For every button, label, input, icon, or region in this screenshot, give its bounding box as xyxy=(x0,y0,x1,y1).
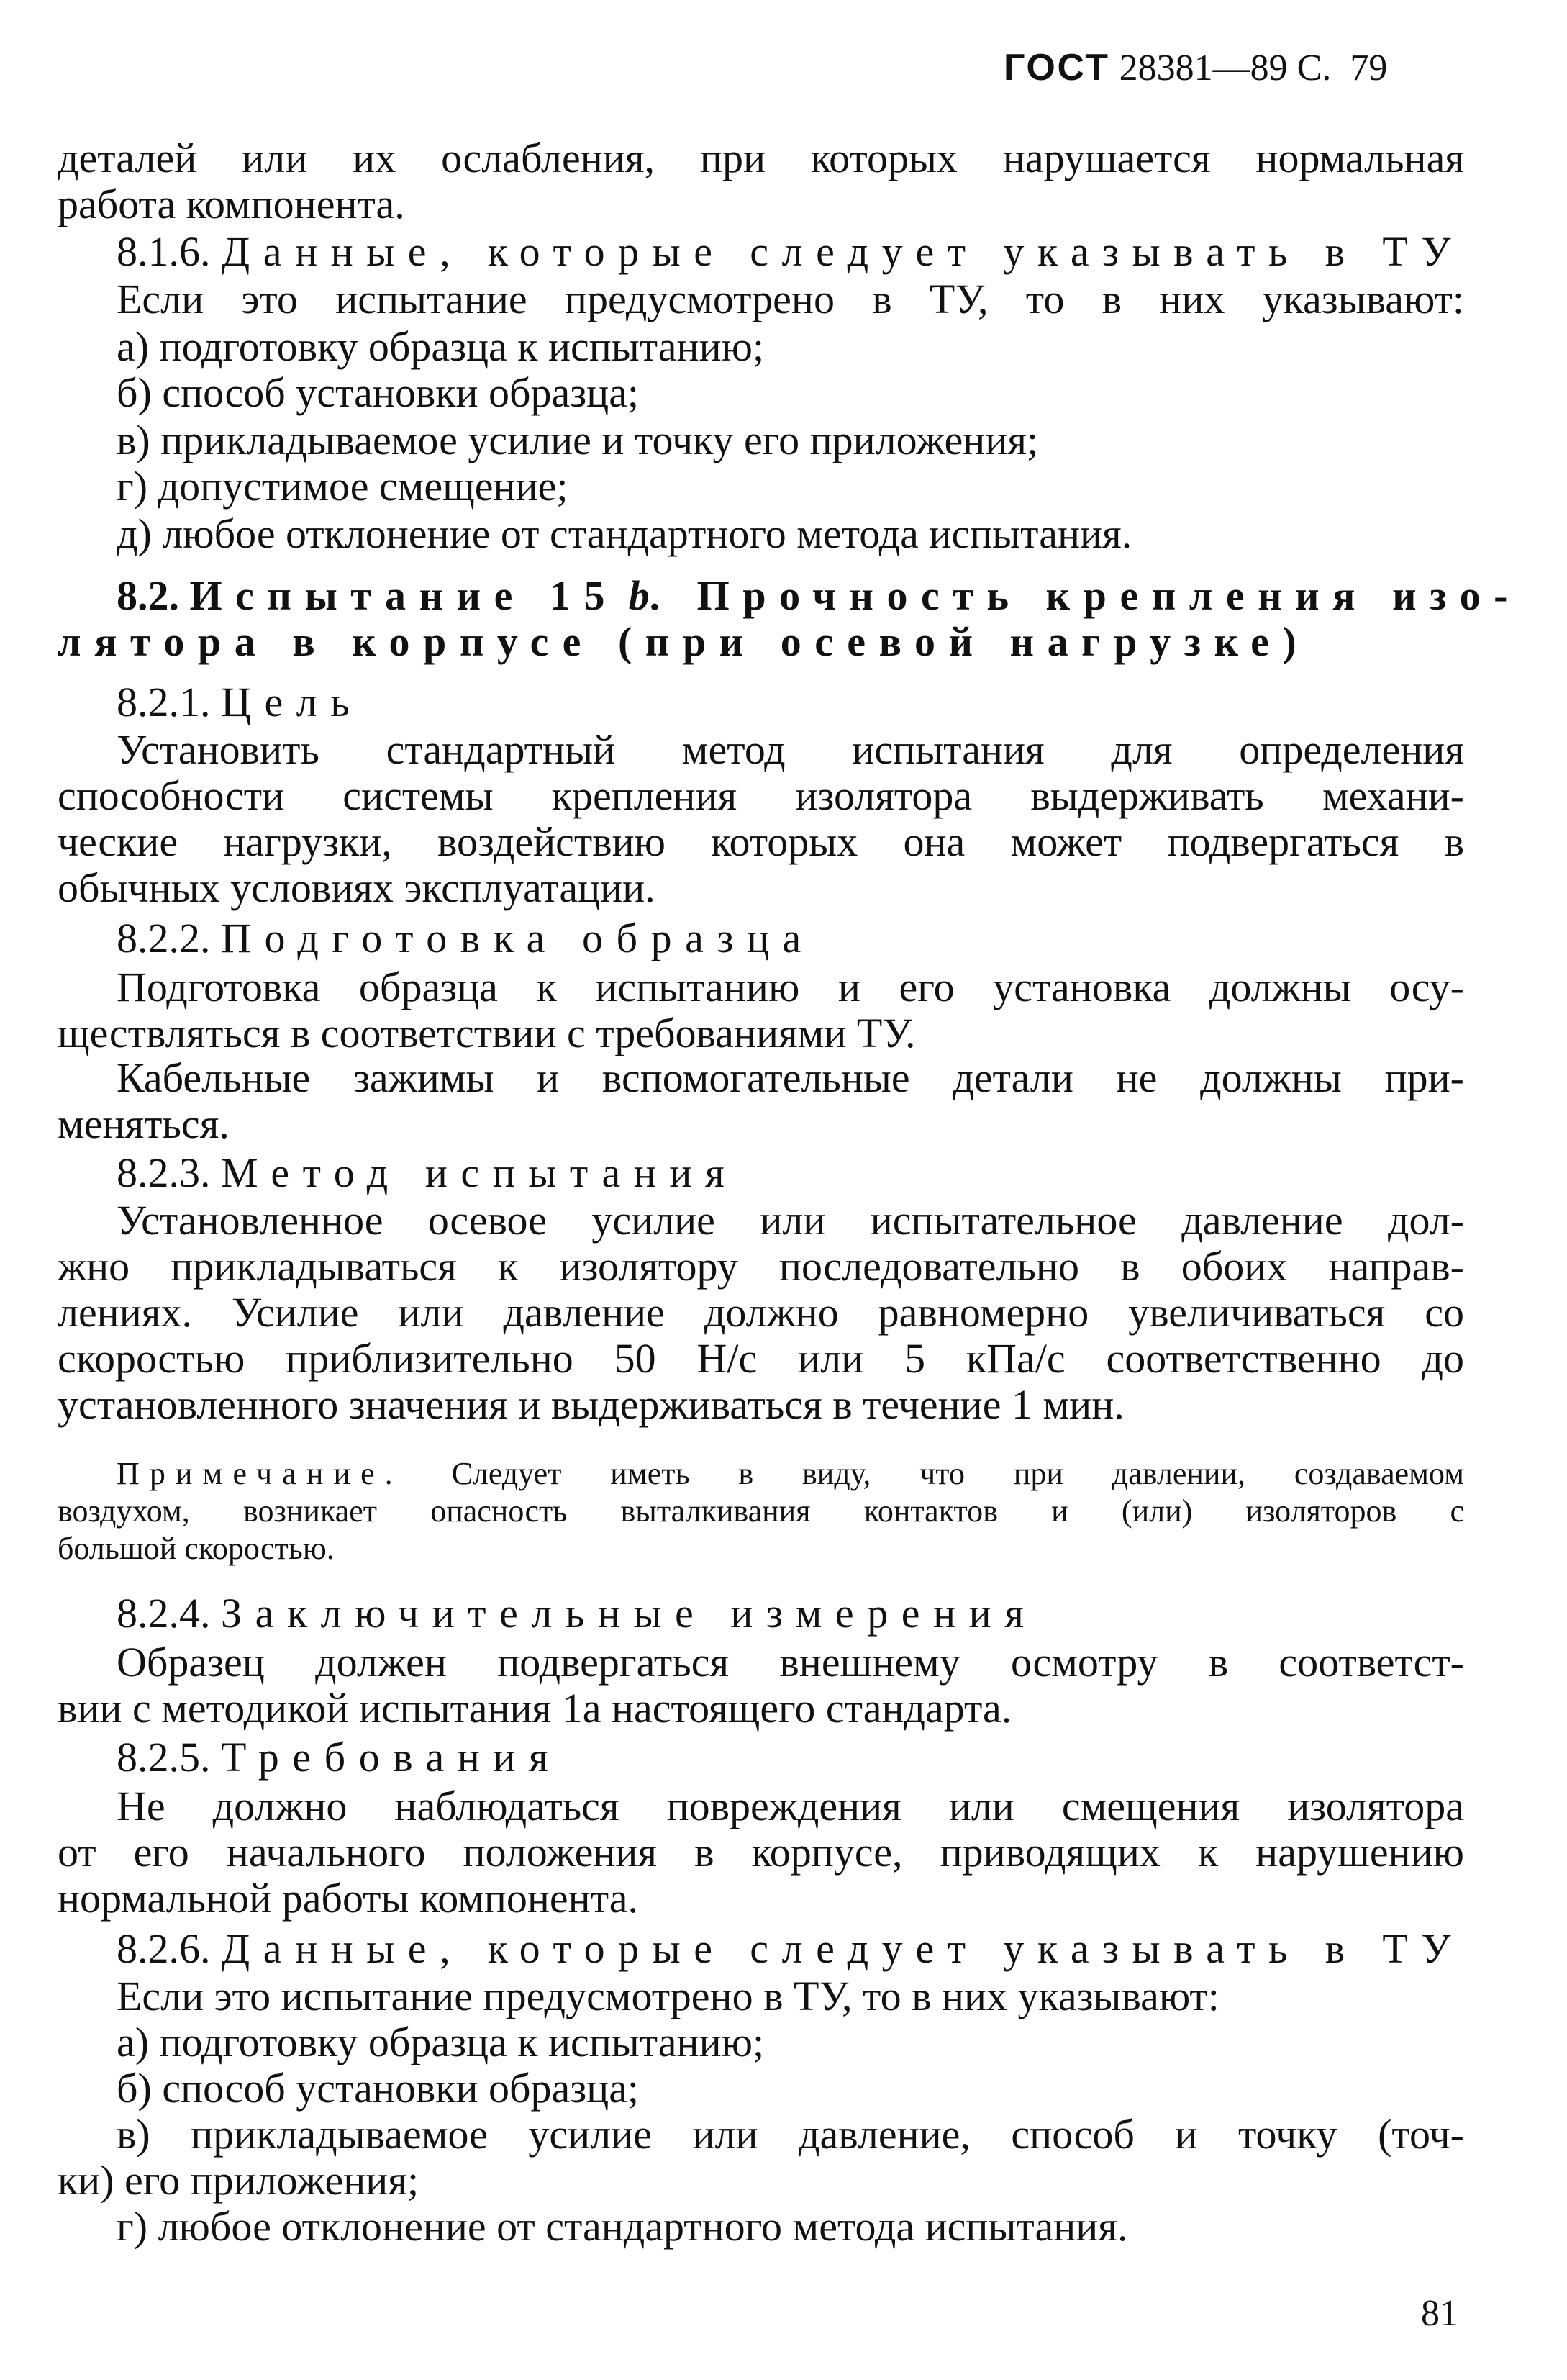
text-line: Кабельные зажимы и вспомогательные детали не должны при- xyxy=(117,1054,1464,1101)
section-heading-8-2-3: 8.2.3. Метод испытания xyxy=(117,1149,738,1196)
text-line: лениях. Усилие или давление должно равномерно увеличиваться со xyxy=(58,1289,1464,1336)
text-line: скоростью приблизительно 50 Н/с или 5 кПа/с соответственно до xyxy=(58,1335,1464,1382)
text-line: ческие нагрузки, воздействию которых она может подвергаться в xyxy=(58,818,1464,865)
note-line: воздухом, возникает опасность выталкивания контактов и (или) изоляторов с xyxy=(58,1493,1464,1529)
header-number: 28381—89 С. xyxy=(1119,47,1332,89)
section-heading-8-2: 8.2. Испытание 15 b. Прочность крепления изо- xyxy=(117,572,1522,619)
text-line: Подготовка образца к испытанию и его установка должны осу- xyxy=(117,964,1464,1010)
section-heading-8-2-2: 8.2.2. Подготовка образца xyxy=(117,915,814,961)
section-heading-8-2-4: 8.2.4. Заключительные измерения xyxy=(117,1590,1037,1637)
list-item: г) допустимое смещение; xyxy=(117,463,568,510)
list-item: б) способ установки образца; xyxy=(117,369,640,416)
text-line: Образец должен подвергаться внешнему осмотру в соответст- xyxy=(117,1639,1464,1686)
text-line: Если это испытание предусмотрено в ТУ, то в них указывают: xyxy=(117,1973,1219,2019)
text-line: вии с методикой испытания 1а настоящего стандарта. xyxy=(58,1685,1012,1732)
list-item: б) способ установки образца; xyxy=(117,2065,640,2112)
text-line: ществляться в соответствии с требованиями ТУ. xyxy=(58,1010,916,1056)
list-item: а) подготовку образца к испытанию; xyxy=(117,2019,765,2065)
section-heading-8-2-cont: лятора в корпусе (при осевой нагрузке) xyxy=(58,618,1310,665)
section-heading-8-1-6: 8.1.6. Данные, которые следует указывать в ТУ xyxy=(117,228,1465,275)
text-line: Установить стандартный метод испытания для определения xyxy=(117,726,1464,773)
header-page: 79 xyxy=(1350,47,1388,89)
list-item: д) любое отклонение от стандартного метода испытания. xyxy=(117,510,1132,557)
text-line: от его начального положения в корпусе, приводящих к нарушению xyxy=(58,1829,1464,1876)
list-item: в) прикладываемое усилие и точку его приложения; xyxy=(117,417,1039,463)
page-number: 81 xyxy=(1421,2293,1458,2334)
text-line: способности системы крепления изолятора выдерживать механи- xyxy=(58,772,1464,819)
text-line: жно прикладываться к изолятору последовательно в обоих направ- xyxy=(58,1243,1464,1290)
text-line: Не должно наблюдаться повреждения или смещения изолятора xyxy=(117,1783,1464,1829)
text-line: Если это испытание предусмотрено в ТУ, то в них указывают: xyxy=(117,276,1464,322)
text-line: деталей или их ослабления, при которых нарушается нормальная xyxy=(58,135,1464,181)
text-line: обычных условиях эксплуатации. xyxy=(58,864,655,911)
note-line: большой скоростью. xyxy=(58,1531,335,1566)
list-item: в) прикладываемое усилие или давление, способ и точку (точ- xyxy=(117,2111,1464,2158)
page-header xyxy=(1004,45,1387,91)
list-item: а) подготовку образца к испытанию; xyxy=(117,323,765,370)
section-heading-8-2-6: 8.2.6. Данные, которые следует указывать в ТУ xyxy=(117,1925,1465,1972)
section-heading-8-2-1: 8.2.1. Цель xyxy=(117,679,363,725)
text-line: работа компонента. xyxy=(58,181,405,227)
text-line: Установленное осевое усилие или испытательное давление дол- xyxy=(117,1197,1464,1244)
section-heading-8-2-5: 8.2.5. Требования xyxy=(117,1734,562,1781)
text-line: установленного значения и выдерживаться в течение 1 мин. xyxy=(58,1381,1125,1428)
note-line: Примечание. Следует иметь в виду, что при давлении, создаваемом xyxy=(117,1456,1464,1491)
header-gost: ГОСТ xyxy=(1004,47,1110,89)
list-item-cont: ки) его приложения; xyxy=(58,2157,419,2204)
list-item: г) любое отклонение от стандартного метода испытания. xyxy=(117,2203,1128,2250)
text-line: меняться. xyxy=(58,1100,230,1147)
text-line: нормальной работы компонента. xyxy=(58,1875,638,1922)
